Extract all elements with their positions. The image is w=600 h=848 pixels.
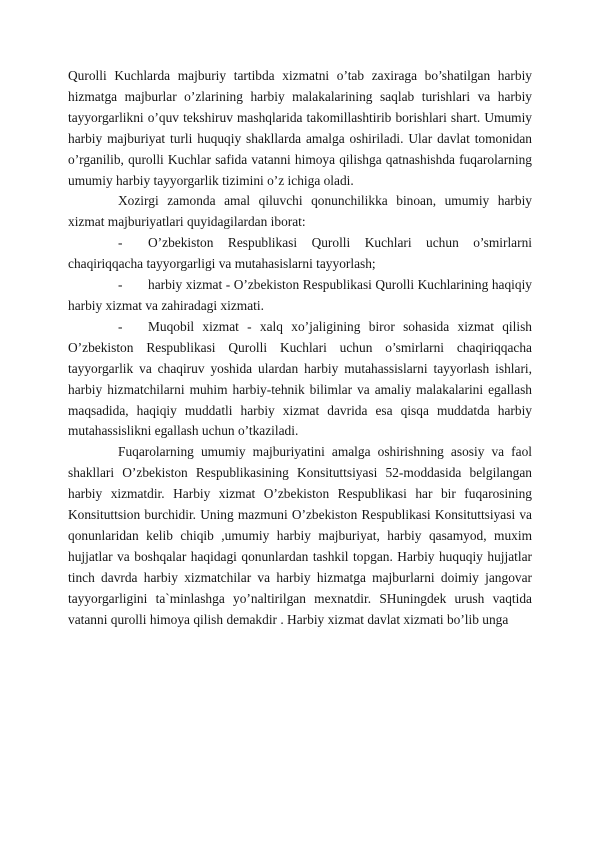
- bullet-dash: -: [118, 277, 123, 293]
- list-item-text: harbiy xizmat - O’zbekiston Respublikasi Qurolli Kuchlarining haqiqiy harbiy xizmat va zahiradagi xizmati.: [68, 277, 532, 313]
- paragraph-current-legislation: Xozirgi zamonda amal qiluvchi qonunchilikka binoan, umumiy harbiy xizmat majburiyatlari quyidagilardan iborat:: [68, 193, 532, 230]
- list-item-pre-conscription-training: [68, 233, 532, 275]
- list-item-military-service: [68, 275, 532, 317]
- list-item-text: Muqobil xizmat - xalq xo’jaligining biror sohasida xizmat qilish O’zbekiston Respublikasi Qurolli Kuchlari uchun o’smirlarni chaqiriqqacha tayyorgarlik va chaqiruv yoshida ulardan harbiy mutahassislarni tayyorlash ishlari, harbiy hizmatchilarni muhim harbiy-tehnik bilimlar va amaliy malakalarini egallash maqsadida, haqiqiy muddatli harbiy xizmat davrida esa qisqa muddatda harbiy mutahassislikni egallash uchun o’tkaziladi.: [68, 318, 532, 439]
- document-page: [68, 66, 532, 630]
- paragraph-intro: Qurolli Kuchlarda majburiy tartibda xizmatni o’tab zaxiraga bo’shatilgan harbiy hizmatga majburlar o’zlarining harbiy malakalarining saqlab turishlari va harbiy tayyorgarlikni o’quv tekshiruv mashqlarida takomillashtirib borishlari shart. Umumiy harbiy majburiyat turli huquqiy shakllarda amalga oshiriladi. Ular davlat tomonidan o’rganilib, qurolli Kuchlar safida vatanni himoya qilishga qatnashishda fuqarolarning umumiy harbiy tayyorgarlik tizimini o’z ichiga oladi.: [68, 68, 532, 188]
- bullet-dash: -: [118, 235, 123, 251]
- bullet-dash: -: [118, 318, 123, 334]
- paragraph-citizen-duty: Fuqarolarning umumiy majburiyatini amalga oshirishning asosiy va faol shakllari O’zbekiston Respublikasining Konsituttsiyasi 52-moddasida belgilangan harbiy xizmatdir. Harbiy xizmat O’zbekiston Respublikasi har bir fuqarosining Konsituttsion burchidir. Uning mazmuni O’zbekiston Respublikasi Konsituttsiyasi va qonunlaridan kelib chiqib ,umumiy harbiy majburiyat, harbiy qasamyod, muxim hujjatlar va boshqalar haqidagi qonunlardan tashkil topgan. Harbiy huquqiy hujjatlar tinch davrda harbiy xizmatchilar va harbiy hizmatga majburlarni doimiy jangovar tayyorgarligini ta`minlashga yo’naltirilgan mexnatdir. SHuningdek urush vaqtida vatanni qurolli himoya qilish demakdir . Harbiy xizmat davlat xizmati bo’lib unga: [68, 444, 532, 627]
- list-item-text: O’zbekiston Respublikasi Qurolli Kuchlari uchun o’smirlarni chaqiriqqacha tayyorgarligi va mutahasislarni tayyorlash;: [68, 235, 532, 272]
- list-item-alternative-service: [68, 317, 532, 442]
